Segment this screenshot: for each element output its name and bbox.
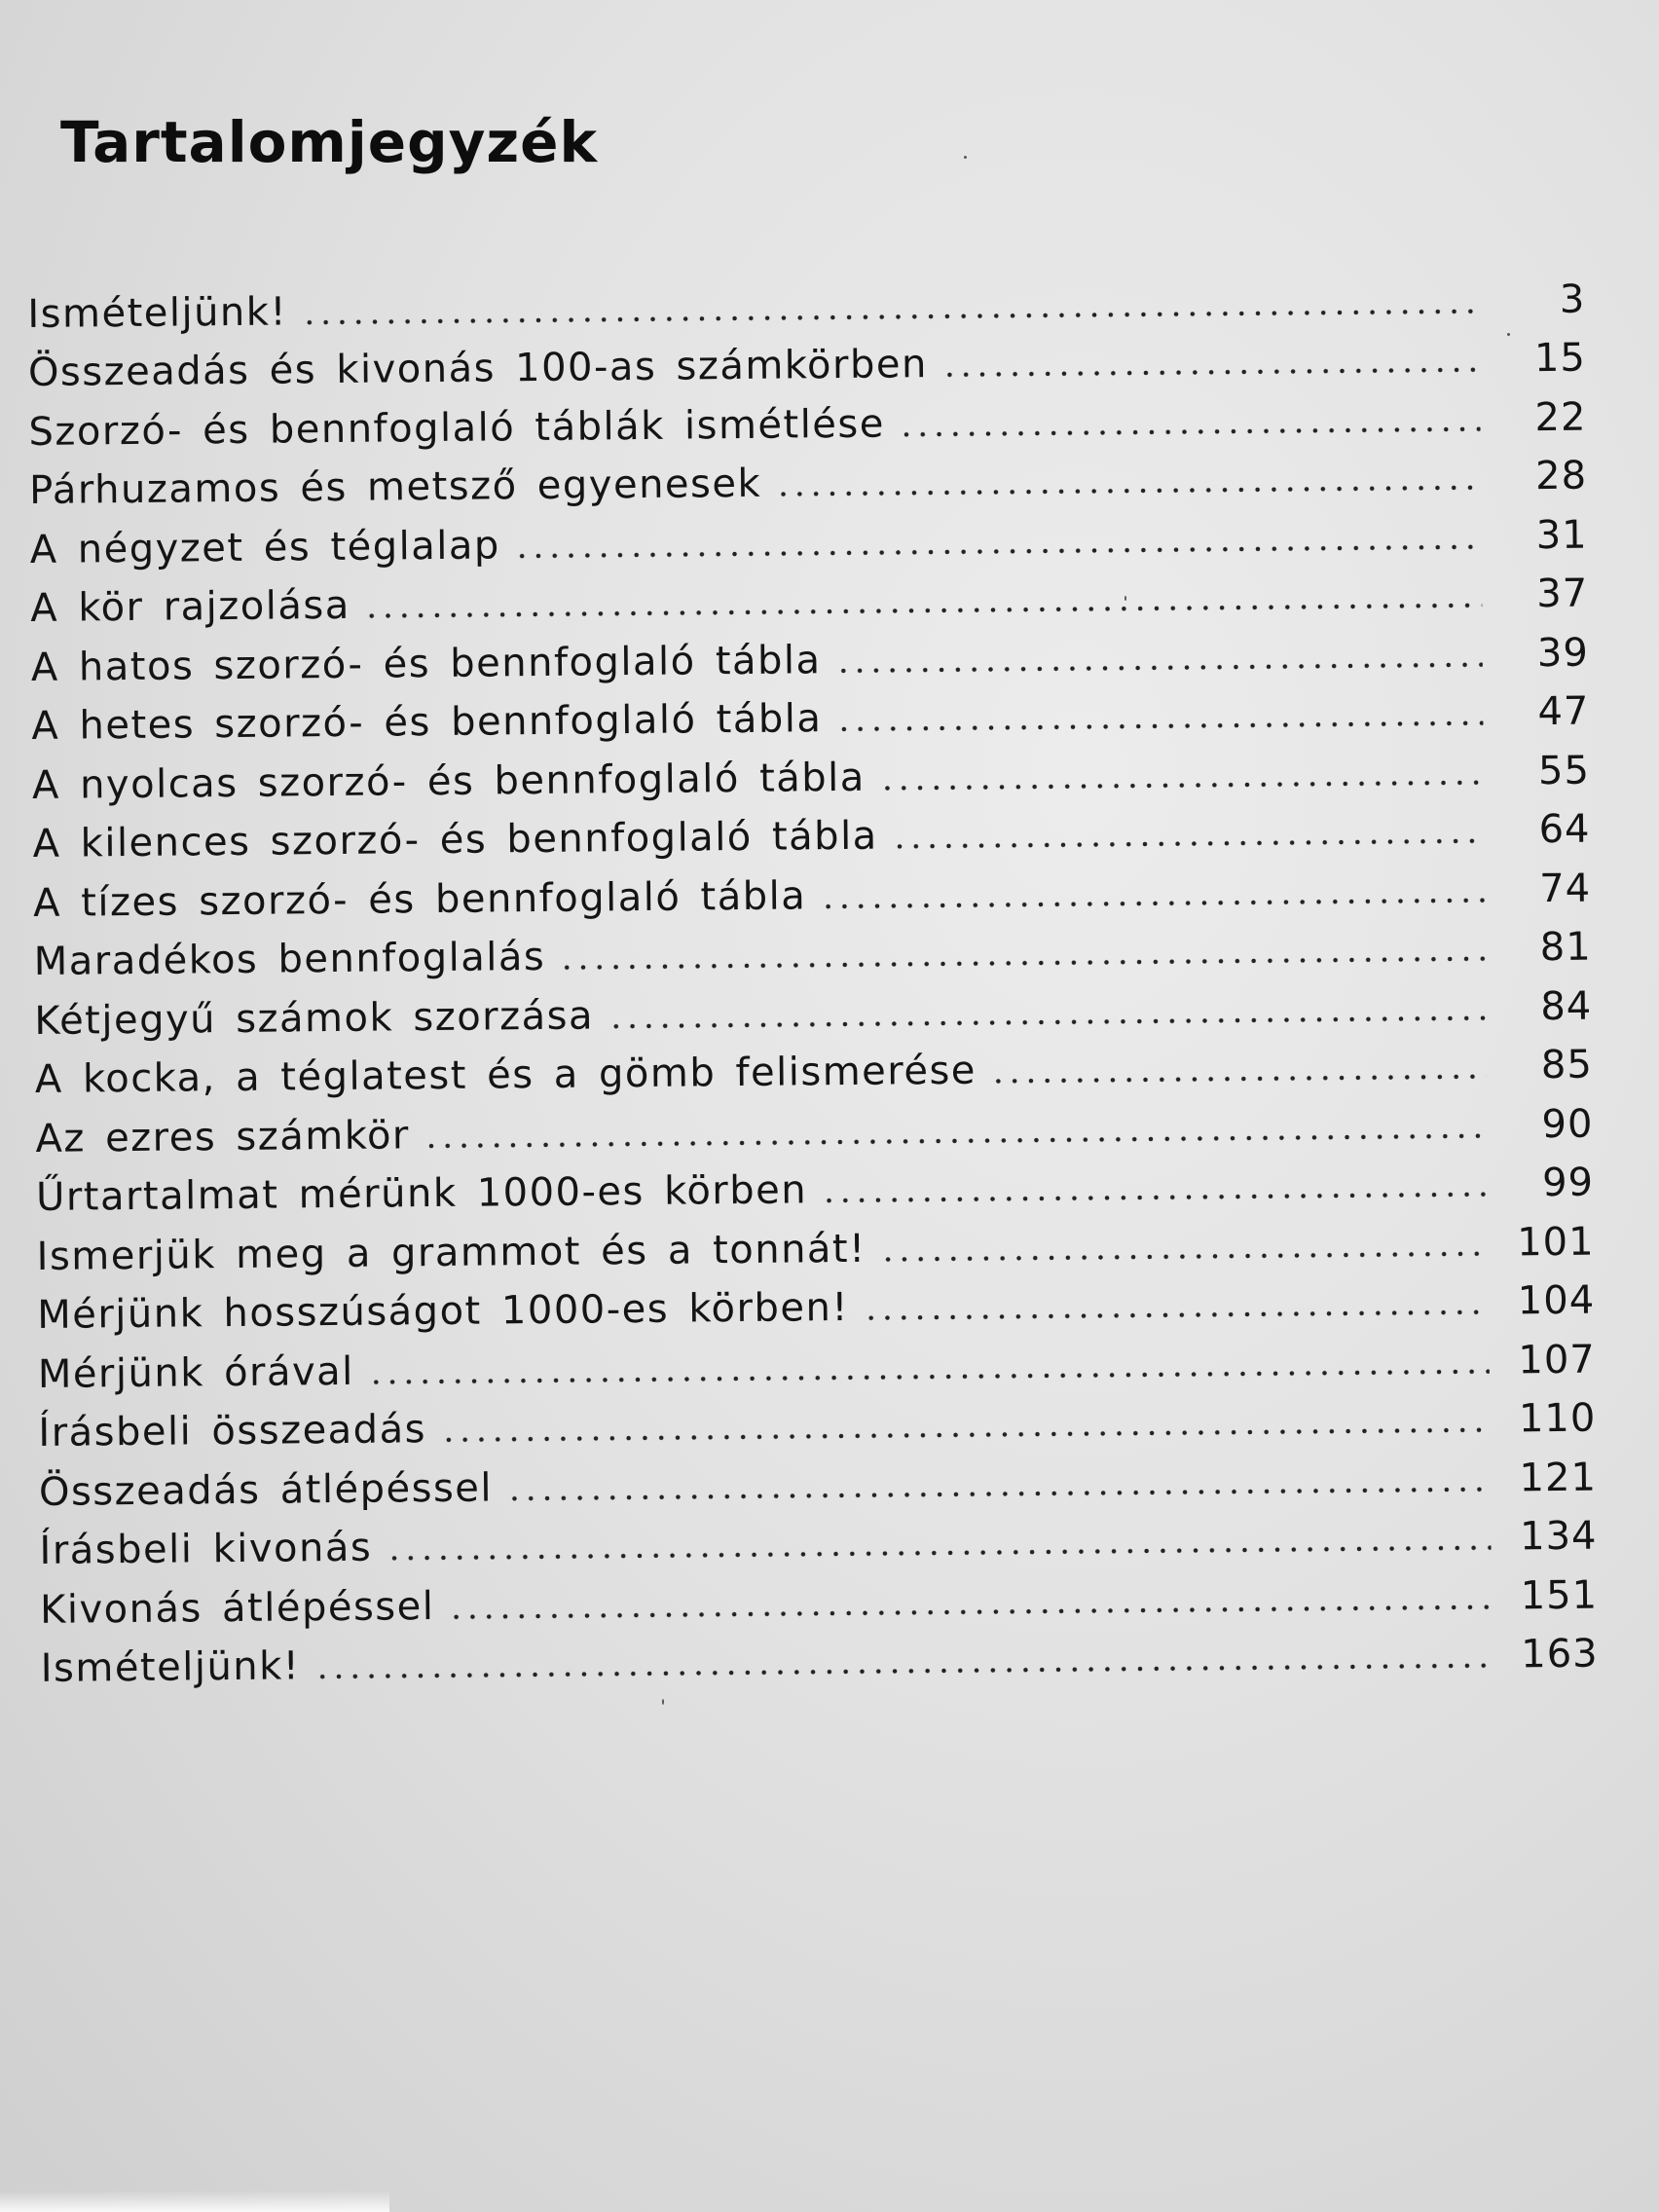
toc-entry-page-number: 90 [1541, 1101, 1594, 1147]
toc-entry-title: A kilences szorzó- és bennfoglaló tábla [32, 813, 878, 866]
toc-entry-page-number: 64 [1538, 806, 1591, 853]
toc-entry-title: Összeadás átlépéssel [38, 1464, 494, 1515]
dot-leader [368, 1368, 1490, 1384]
toc-entry-page-number: 85 [1540, 1042, 1594, 1088]
dot-leader [820, 897, 1485, 909]
dot-leader [941, 367, 1480, 378]
toc-entry-title: Mérjünk hosszúságot 1000-es körben! [37, 1284, 850, 1338]
dot-leader [990, 1074, 1487, 1085]
toc-entry-page-number: 47 [1537, 688, 1590, 735]
dot-leader [879, 779, 1484, 791]
dot-leader [863, 1309, 1489, 1321]
toc-entry-title: Mérjünk órával [37, 1348, 355, 1397]
toc-entry-page-number: 110 [1518, 1395, 1597, 1442]
toc-entry-page-number: 39 [1536, 630, 1589, 676]
toc-entry-title: Maradékos bennfoglalás [33, 934, 546, 984]
toc-entry-title: A négyzet és téglalap [29, 522, 500, 572]
toc-entry-title: A hetes szorzó- és bennfoglaló tábla [31, 696, 823, 749]
dot-leader [386, 1545, 1491, 1562]
toc-entry-title: Írásbeli összeadás [38, 1407, 427, 1456]
toc-entry-page-number: 121 [1519, 1455, 1598, 1500]
toc-entry-page-number: 101 [1517, 1219, 1595, 1265]
toc-entry-title: Ismételjünk! [40, 1643, 301, 1691]
dot-leader [559, 956, 1486, 971]
dot-leader [313, 1663, 1492, 1680]
toc-entry-page-number: 28 [1534, 453, 1588, 499]
dot-leader [880, 1250, 1489, 1262]
toc-entry-page-number: 15 [1533, 335, 1587, 382]
dot-leader [514, 543, 1482, 559]
dot-leader [506, 1486, 1491, 1501]
toc-entry-page-number: 55 [1537, 748, 1591, 793]
table-of-contents [27, 263, 1599, 1691]
dot-leader [301, 308, 1479, 325]
toc-entry-title: Írásbeli kivonás [39, 1525, 373, 1573]
toc-entry-page-number: 81 [1539, 924, 1592, 971]
dot-leader [424, 1132, 1488, 1148]
toc-entry-title: Kétjegyű számok szorzása [34, 992, 595, 1044]
toc-entry-title: A kör rajzolása [30, 582, 350, 631]
toc-entry-page-number: 99 [1541, 1160, 1595, 1206]
toc-entry-title: A nyolcas szorzó- és bennfoglaló tábla [31, 755, 866, 808]
toc-entry-page-number: 3 [1559, 276, 1586, 322]
toc-entry-title: Ismételjünk! [27, 288, 288, 337]
toc-entry-title: A tízes szorzó- és bennfoglaló tábla [32, 872, 807, 926]
toc-entry-page-number: 31 [1535, 512, 1588, 558]
toc-entry-page-number: 74 [1538, 866, 1592, 911]
dot-leader [835, 720, 1483, 732]
toc-entry-title: Kivonás átlépéssel [39, 1583, 435, 1633]
toc-entry-title: Párhuzamos és metsző egyenesek [28, 461, 762, 513]
toc-entry-page-number: 107 [1518, 1337, 1596, 1382]
toc-entry-page-number: 84 [1540, 983, 1593, 1029]
dot-leader [835, 661, 1483, 673]
dot-leader [899, 425, 1481, 437]
toc-entry-page-number: 151 [1520, 1572, 1599, 1618]
dot-leader [448, 1604, 1492, 1619]
toc-entry-page-number: 163 [1521, 1631, 1599, 1677]
toc-entry-title: A kocka, a téglatest és a gömb felismerése [34, 1048, 977, 1102]
toc-entry-title: Összeadás és kivonás 100-as számkörben [27, 342, 929, 395]
toc-entry-page-number: 22 [1534, 394, 1587, 440]
dot-leader [892, 838, 1485, 850]
paper-speck [1507, 333, 1510, 336]
toc-entry-page-number: 37 [1536, 571, 1589, 617]
toc-entry-page-number: 104 [1517, 1277, 1596, 1324]
page-title: Tartalomjegyzék [60, 109, 599, 175]
toc-entry-title: Az ezres számkör [35, 1112, 411, 1161]
dot-leader [821, 1192, 1488, 1204]
dot-leader [440, 1427, 1490, 1443]
toc-entry-title: A hatos szorzó- és bennfoglaló tábla [30, 637, 822, 690]
dot-leader [775, 485, 1481, 498]
paper-speck [662, 1699, 664, 1705]
toc-entry-page-number: 134 [1519, 1513, 1598, 1560]
dot-leader [608, 1014, 1486, 1029]
toc-entry-title: Ismerjük meg a grammot és a tonnát! [36, 1226, 866, 1279]
dot-leader [364, 603, 1483, 619]
paper-speck [964, 156, 967, 159]
watermark-fade [0, 2191, 389, 2212]
paper-speck [1124, 596, 1126, 601]
toc-entry-title: Űrtartalmat mérünk 1000-es körben [35, 1167, 808, 1220]
toc-entry-title: Szorzó- és bennfoglaló táblák ismétlése [28, 401, 886, 455]
